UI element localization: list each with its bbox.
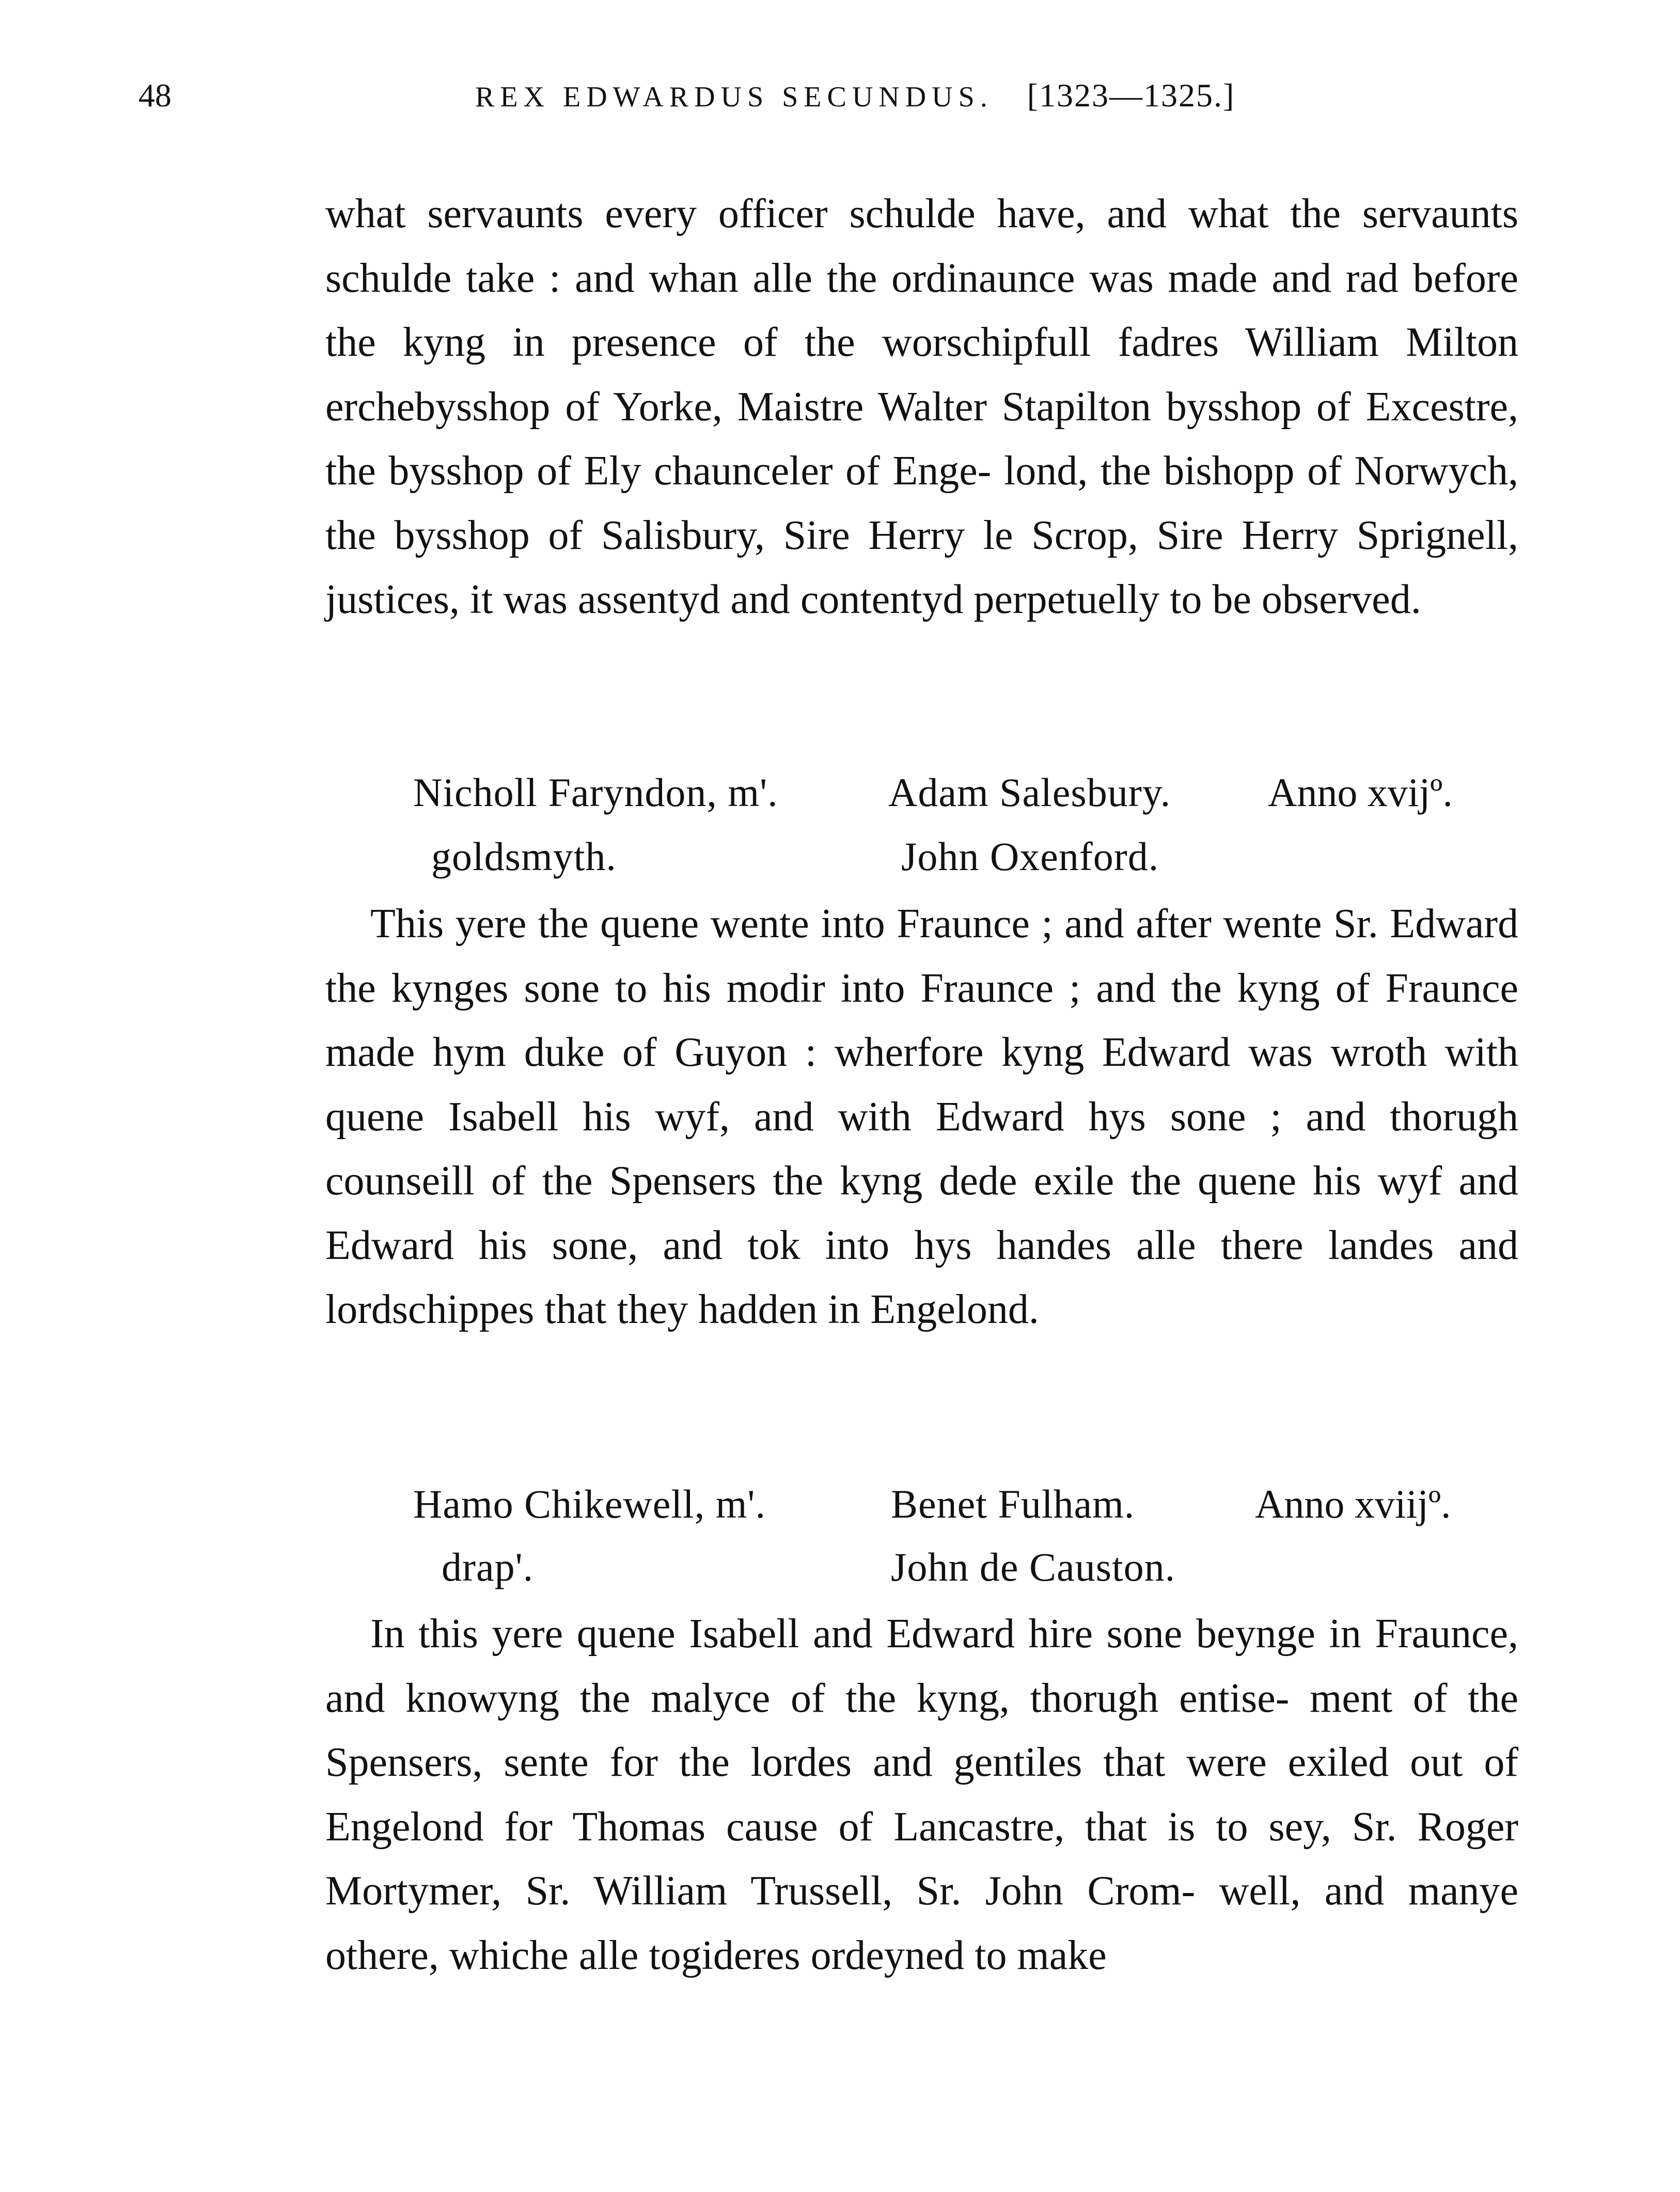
paragraph-line: ment of the Spensers, sente for the lordes and gentiles that were bbox=[325, 1675, 1518, 1785]
paragraph-line: Herry le Scrop, Sire Herry Sprignell, justices, it was assentyd bbox=[325, 512, 1519, 622]
paragraph-line: before the kyng in presence of the worschipfull fadres William bbox=[325, 255, 1518, 365]
record-2-trade: drap'. bbox=[442, 1544, 534, 1589]
paragraph-line: tok into hys handes alle there landes and lordschippes that they bbox=[325, 1222, 1519, 1332]
paragraph-line: kyng Edward was wroth with quene Isabell his wyf, and with bbox=[325, 1030, 1519, 1140]
paragraph-line: well, and manye othere, whiche alle togideres ordeyned to make bbox=[325, 1868, 1518, 1978]
running-title: REX EDWARDUS SECUNDUS. bbox=[475, 81, 993, 113]
paragraph-1 bbox=[325, 182, 1518, 632]
paragraph-line: Milton erchebysshop of Yorke, Maistre Walter Stapilton bbox=[325, 320, 1519, 430]
record-2-sheriff-2: John de Causton. bbox=[891, 1544, 1176, 1589]
paragraph-line: the kyng of Fraunce made hym duke of Guyon : wherfore bbox=[325, 965, 1519, 1075]
date-range: [1323—1325.] bbox=[1027, 77, 1235, 114]
record-1-trade: goldsmyth. bbox=[431, 834, 617, 879]
paragraph-line: hadden in Engelond. bbox=[698, 1287, 1039, 1332]
record-2-sheriff-1: Benet Fulham. bbox=[891, 1481, 1135, 1526]
record-2-year: Anno xviijº. bbox=[1255, 1481, 1451, 1526]
paragraph-line: to sey, Sr. Roger Mortymer, Sr. William Trussell, Sr. John Crom- bbox=[325, 1804, 1519, 1914]
paragraph-3 bbox=[325, 1602, 1518, 1988]
record-2-mayor: Hamo Chikewell, m'. bbox=[413, 1481, 766, 1526]
paragraph-line: bysshop of Excestre, the bysshop of Ely chaunceler of Enge- bbox=[325, 384, 1519, 494]
paragraph-line: In this yere quene Isabell and Edward hire sone beynge in bbox=[370, 1611, 1361, 1657]
page-number: 48 bbox=[138, 77, 171, 114]
paragraph-line: kyng dede exile the quene his wyf and Edward his sone, and bbox=[325, 1158, 1519, 1268]
paragraph-line: schulde take : and whan alle the ordinaunce was made and rad bbox=[325, 255, 1399, 301]
record-1-year: Anno xvijº. bbox=[1268, 770, 1453, 815]
paragraph-line: Sr. Edward the kynges sone to his modir into Fraunce ; and bbox=[325, 901, 1519, 1011]
paragraph-line: what servaunts every officer schulde have, and what the servaunts bbox=[325, 191, 1518, 236]
paragraph-2 bbox=[325, 892, 1518, 1342]
paragraph-line: exiled out of Engelond for Thomas cause of Lancastre, that is bbox=[325, 1740, 1518, 1850]
paragraph-line: and contentyd perpetuelly to be observed. bbox=[730, 577, 1421, 622]
paragraph-line: Fraunce, and knowyng the malyce of the kyng, thorugh entise- bbox=[325, 1611, 1518, 1721]
paragraph-line: This yere the quene wente into Fraunce ; and after wente bbox=[370, 901, 1322, 947]
record-1-sheriff-2: John Oxenford. bbox=[901, 834, 1159, 879]
record-1-mayor: Nicholl Faryndon, m'. bbox=[413, 770, 778, 815]
paragraph-line: lond, the bishopp of Norwych, the bysshop of Salisbury, Sire bbox=[325, 448, 1519, 558]
paragraph-line: Edward hys sone ; and thorugh counseill of the Spensers the bbox=[325, 1094, 1519, 1204]
running-head bbox=[475, 72, 1235, 120]
record-1-sheriff-1: Adam Salesbury. bbox=[888, 770, 1171, 815]
